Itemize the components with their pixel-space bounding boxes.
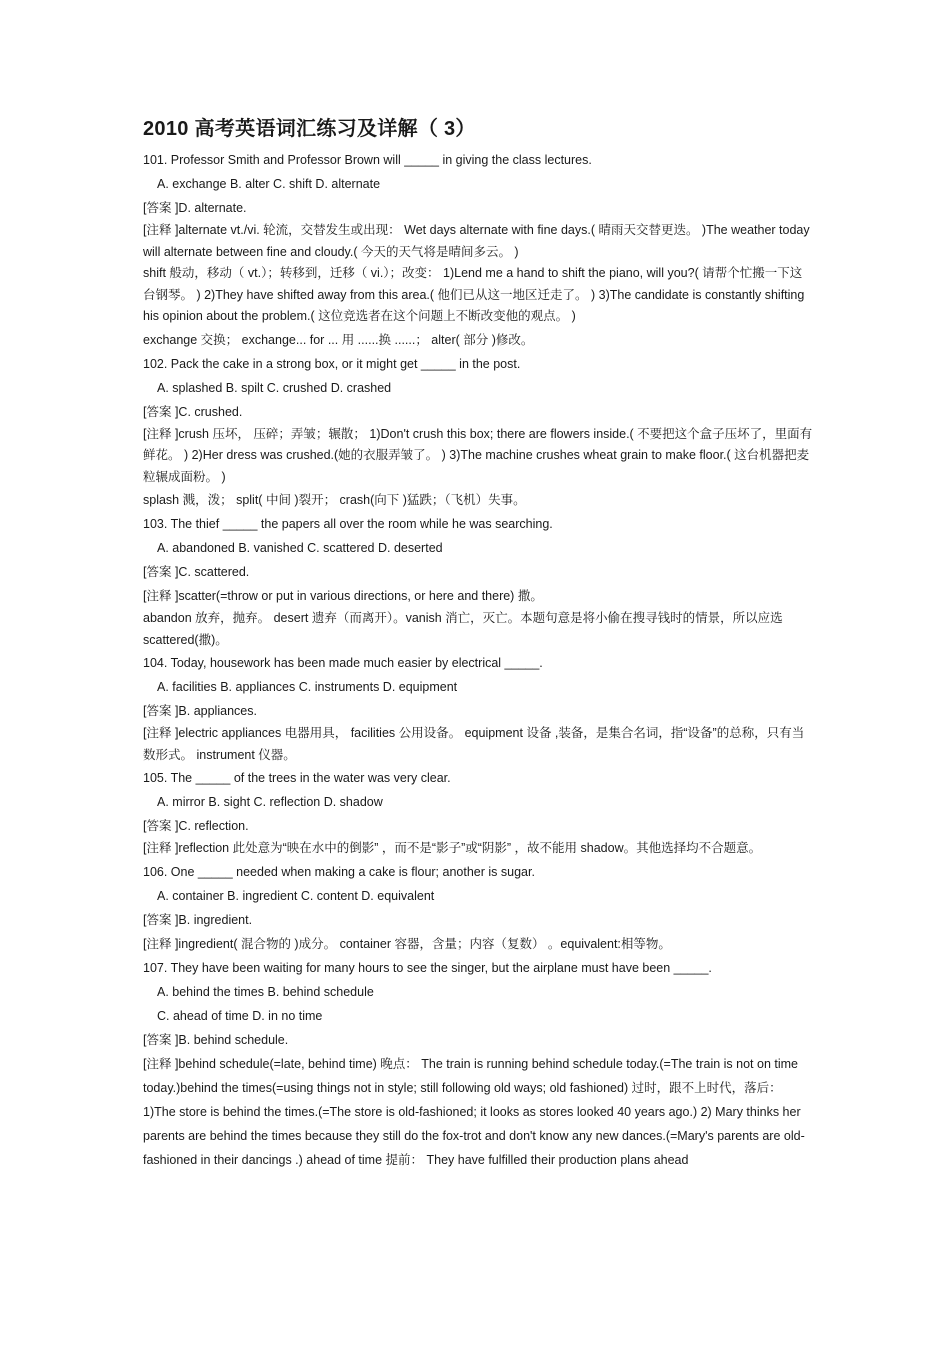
text-line: 104. Today, housework has been made much easier by electrical _____. bbox=[143, 656, 543, 670]
text-line: [答案 ]C. scattered. bbox=[143, 565, 250, 579]
text-line: [注释 ]behind schedule(=late, behind time) 晚点： The train is running behind schedule today.(=The train is not on time today.)behind the times(=using things not in style; still following old ways; old fashioned) 过时，跟不上时代，落后： 1)The store is behind the times.(=The store is old-fashioned; it looks as stores looked 40 years ago.) 2) Mary thinks her parents are behind the times because they still do the fox-trot and don't know any new dances.(=Mary's parents are old-fashioned in their dancings .) ahead of time 提前： They have fulfilled their production plans ahead bbox=[143, 1056, 805, 1167]
text-line: A. exchange B. alter C. shift D. alternate bbox=[157, 177, 381, 191]
document-body bbox=[143, 148, 813, 1172]
text-line: A. mirror B. sight C. reflection D. shadow bbox=[157, 795, 383, 809]
text-line: splash 溅，泼； split( 中间 )裂开； crash(向下 )猛跌；（飞机）失事。 bbox=[143, 493, 526, 507]
text-line: 106. One _____ needed when making a cake is flour; another is sugar. bbox=[143, 864, 535, 879]
text-line: A. container B. ingredient C. content D. equivalent bbox=[157, 888, 435, 903]
text-line: 102. Pack the cake in a strong box, or it might get _____ in the post. bbox=[143, 356, 521, 371]
text-line: 105. The _____ of the trees in the water was very clear. bbox=[143, 771, 451, 785]
text-line: 101. Professor Smith and Professor Brown will _____ in giving the class lectures. bbox=[143, 153, 592, 167]
text-line: 107. They have been waiting for many hours to see the singer, but the airplane must have been _____. bbox=[143, 960, 712, 975]
text-line: [注释 ]scatter(=throw or put in various directions, or here and there) 撒。 bbox=[143, 589, 543, 603]
text-line: exchange 交换； exchange... for ... 用 ......换 ......； alter( 部分 )修改。 bbox=[143, 332, 534, 347]
text-line: A. splashed B. spilt C. crushed D. crashed bbox=[157, 380, 392, 395]
text-line: A. behind the times B. behind schedule bbox=[157, 984, 374, 999]
text-line: shift 般动，移动（ vt.）；转移到，迁移（ vi.）；改变： 1)Lend me a hand to shift the piano, will you?( 请帮个忙搬一下这台钢琴。 ) 2)They have shifted away from this area.( 他们已从这一地区迁走了。 ) 3)The candidate is constantly shifting his opinion about the problem.( 这位竞选者在这个问题上不断改变他的观点。 ) bbox=[143, 266, 805, 323]
text-line: [注释 ]alternate vt./vi. 轮流，交替发生或出现： Wet days alternate with fine days.( 晴雨天交替更迭。 )The weather today will alternate between fine and cloudy.( 今天的天气将是晴间多云。 ) bbox=[143, 223, 810, 259]
text-line: [答案 ]D. alternate. bbox=[143, 201, 247, 215]
text-line: [答案 ]B. behind schedule. bbox=[143, 1032, 289, 1047]
text-line: 103. The thief _____ the papers all over the room while he was searching. bbox=[143, 517, 553, 531]
text-line: A. abandoned B. vanished C. scattered D. deserted bbox=[157, 541, 443, 555]
text-line: abandon 放弃，抛弃。 desert 遗弃（而离开）。vanish 消亡，灭亡。本题句意是将小偷在搜寻钱时的情景，所以应选 scattered(撒)。 bbox=[143, 611, 783, 647]
text-line: [注释 ]electric appliances 电器用具， facilities 公用设备。 equipment 设备 ,装备，是集合名词，指“设备”的总称，只有当数形式。 instrument 仪器。 bbox=[143, 726, 805, 762]
text-line: [答案 ]B. appliances. bbox=[143, 704, 257, 718]
text-line: [答案 ]C. reflection. bbox=[143, 819, 249, 833]
text-line: [注释 ]ingredient( 混合物的 )成分。 container 容器，含量；内容（复数） 。equivalent:相等物。 bbox=[143, 936, 671, 951]
text-line: A. facilities B. appliances C. instruments D. equipment bbox=[157, 680, 458, 694]
document-page bbox=[143, 116, 813, 1172]
text-line: [答案 ]C. crushed. bbox=[143, 404, 243, 419]
text-line: [注释 ]reflection 此处意为“映在水中的倒影” ，而不是“影子”或“阴影” ，故不能用 shadow。其他选择均不合题意。 bbox=[143, 841, 762, 855]
text-line: [注释 ]crush 压坏， 压碎；弄皱；辗散； 1)Don't crush this box; there are flowers inside.( 不要把这个盒子压坏了，里面有鲜花。 ) 2)Her dress was crushed.(她的衣服弄皱了。 ) 3)The machine crushes wheat grain to make floor.( 这台机器把麦粒辗成面粉。 ) bbox=[143, 426, 813, 484]
text-line: C. ahead of time D. in no time bbox=[157, 1008, 323, 1023]
text-line: [答案 ]B. ingredient. bbox=[143, 912, 253, 927]
document-title: 2010 高考英语词汇练习及详解（ 3） bbox=[143, 118, 476, 140]
